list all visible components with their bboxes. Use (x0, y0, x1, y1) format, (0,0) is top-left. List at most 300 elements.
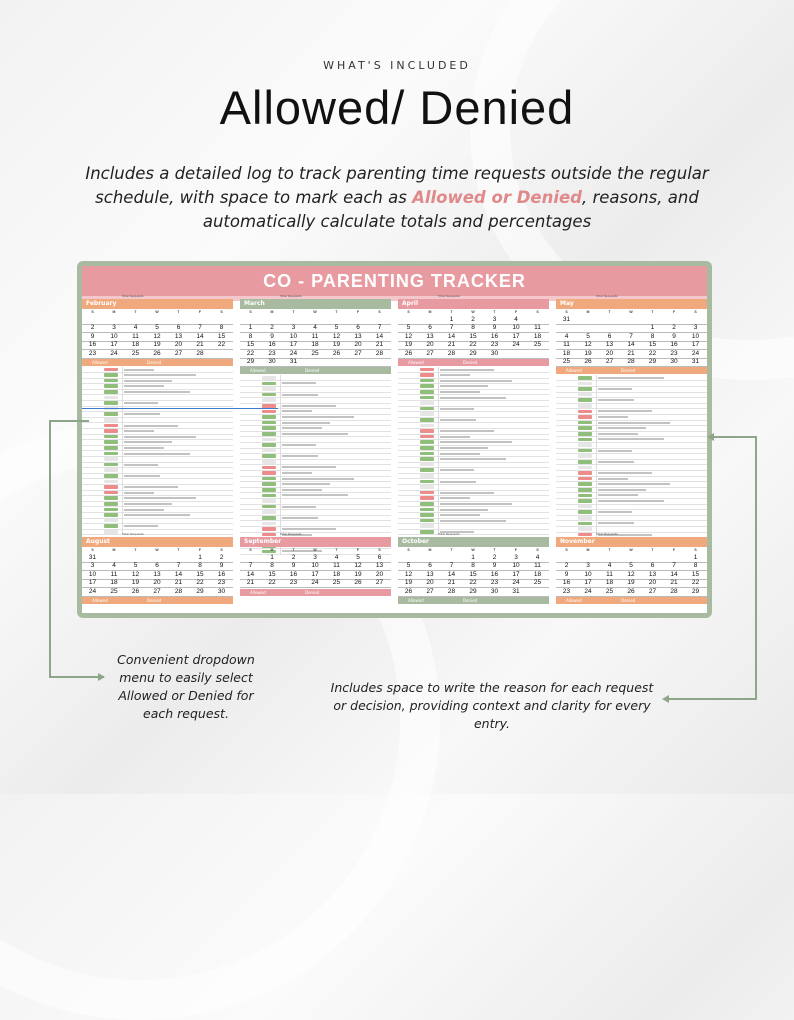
weekday-header: F (356, 548, 360, 552)
calendar-day: 16 (490, 570, 499, 578)
calendar-day: 26 (131, 587, 140, 595)
calendar-day: 3 (514, 554, 518, 561)
reason-text (440, 458, 506, 460)
calendar-day: 3 (492, 316, 497, 323)
status-dropdown (104, 368, 118, 372)
summary-label: Denied (305, 368, 320, 374)
calendar-day: 17 (691, 341, 700, 349)
status-dropdown (420, 440, 434, 444)
status-dropdown (104, 502, 118, 506)
calendar-day: 11 (606, 570, 613, 578)
weekday-header: W (155, 310, 159, 314)
calendar-day: 21 (375, 341, 384, 349)
calendar-day: 1 (248, 324, 253, 332)
reason-text (598, 500, 664, 502)
weekday-header: S (378, 310, 381, 314)
calendar-day: 12 (627, 570, 635, 578)
month-header: October (398, 537, 549, 547)
calendar-week-row (240, 571, 391, 579)
calendar-day: 24 (311, 579, 319, 587)
status-dropdown (420, 463, 434, 467)
calendar-week-row (240, 324, 391, 332)
reason-text (598, 489, 646, 491)
calendar-day: 16 (562, 579, 571, 587)
calendar-day: 8 (270, 562, 274, 570)
calendar-week-row (398, 316, 549, 324)
summary-label: Allowed (408, 360, 424, 365)
status-dropdown (420, 435, 434, 439)
status-dropdown (420, 401, 434, 405)
calendar-day: 5 (406, 562, 411, 570)
weekday-header: S (220, 310, 223, 314)
status-dropdown (104, 513, 118, 517)
calendar-day: 5 (406, 324, 411, 332)
status-dropdown (262, 522, 276, 526)
reason-text (124, 525, 158, 527)
calendar-day: 3 (90, 562, 95, 570)
calendar-day: 5 (334, 324, 339, 332)
callout-line-right (712, 436, 756, 438)
calendar-day: 29 (246, 358, 255, 365)
calendar-day: 21 (246, 579, 255, 587)
calendar-day: 2 (492, 554, 497, 561)
status-dropdown (262, 482, 276, 486)
calendar-day: 15 (246, 341, 255, 349)
reason-text (282, 506, 316, 508)
status-dropdown (578, 522, 592, 526)
calendar-day: 2 (672, 324, 676, 332)
status-dropdown (578, 471, 592, 475)
calendar-day: 3 (313, 554, 317, 561)
status-dropdown (578, 421, 592, 425)
calendar-day: 29 (648, 358, 657, 365)
status-dropdown (578, 443, 592, 447)
reason-text (598, 494, 638, 496)
status-dropdown (420, 468, 434, 472)
calendar-day: 2 (471, 316, 475, 323)
month-header: November (556, 537, 707, 547)
calendar-week-row (240, 350, 391, 358)
weekday-header: S (407, 548, 410, 552)
status-dropdown (578, 415, 592, 419)
reason-text (124, 441, 172, 443)
status-dropdown (420, 524, 434, 528)
calendar-day: 7 (198, 324, 202, 332)
calendar-day: 18 (533, 332, 542, 340)
month-header: May (556, 299, 707, 309)
summary-label: Allowed (566, 598, 582, 603)
calendar-day: 22 (217, 341, 226, 349)
reason-text (440, 397, 506, 399)
calendar-day: 15 (648, 341, 657, 349)
callout-line-left (49, 420, 89, 422)
calendar-day: 27 (153, 587, 161, 595)
reason-text (282, 410, 312, 412)
reason-text (124, 486, 178, 488)
callout-line-left (49, 420, 51, 678)
calendar-day: 14 (447, 332, 456, 340)
selected-cell-border (82, 408, 278, 409)
status-dropdown (578, 533, 592, 537)
calendar-day: 22 (268, 579, 276, 587)
calendar-day: 13 (648, 570, 657, 578)
calendar-day: 13 (375, 562, 384, 570)
weekday-header: W (313, 548, 317, 552)
total-requests-label: Total Requests (122, 532, 144, 536)
weekday-header: M (112, 310, 116, 314)
calendar-day: 16 (268, 341, 276, 349)
status-dropdown (262, 438, 276, 442)
calendar-day: 23 (217, 579, 226, 587)
status-dropdown (262, 466, 276, 470)
calendar-day: 26 (404, 587, 413, 595)
calendar-day: 25 (533, 579, 542, 587)
calendar-day: 1 (198, 554, 202, 561)
calendar-day: 13 (174, 332, 183, 340)
calendar-day: 18 (605, 579, 614, 587)
calendar-day: 21 (627, 349, 635, 357)
calendar-week-row (398, 554, 549, 562)
calendar-week-row (556, 588, 707, 596)
calendar-day: 15 (469, 570, 477, 578)
weekday-header-row (82, 548, 233, 553)
status-dropdown (420, 496, 434, 500)
calendar-day: 28 (196, 349, 204, 357)
reason-text (440, 436, 470, 438)
status-dropdown (262, 443, 276, 447)
reason-text (598, 438, 664, 440)
calendar-day: 6 (155, 562, 159, 570)
total-requests-label: Total Requests (280, 294, 302, 298)
reason-text (598, 416, 628, 418)
calendar-day: 25 (311, 349, 319, 357)
calendar-day: 4 (313, 324, 317, 332)
status-dropdown (262, 376, 276, 380)
status-dropdown (104, 496, 118, 500)
calendar-day: 11 (563, 341, 570, 349)
reason-text (282, 444, 316, 446)
reason-text (282, 416, 354, 418)
calendar-day: 8 (650, 332, 655, 340)
weekday-header: F (198, 310, 202, 314)
calendar-week-row (82, 571, 233, 579)
calendar-day: 21 (447, 579, 456, 587)
status-dropdown (578, 432, 592, 436)
calendar-day: 2 (219, 554, 224, 561)
status-dropdown (420, 384, 434, 388)
status-dropdown (104, 485, 118, 489)
status-dropdown (578, 438, 592, 442)
weekday-header: T (493, 310, 496, 314)
spreadsheet-preview (82, 266, 707, 613)
calendar-day: 30 (217, 587, 226, 595)
calendar-day: 3 (112, 324, 116, 332)
calendar-day: 27 (375, 579, 384, 587)
reason-text (598, 377, 664, 379)
calendar-day: 16 (670, 341, 678, 349)
arrow-left-icon (662, 695, 669, 703)
status-dropdown (104, 379, 118, 383)
calendar-day: 1 (693, 554, 698, 561)
weekday-header: S (694, 310, 697, 314)
calendar-day: 20 (153, 579, 161, 587)
weekday-header: M (586, 310, 590, 314)
status-dropdown (578, 382, 592, 386)
status-dropdown (578, 510, 592, 514)
status-dropdown (578, 527, 592, 531)
weekday-header: M (270, 310, 274, 314)
calendar-day: 11 (333, 562, 340, 570)
calendar-day: 17 (512, 332, 520, 340)
reason-text (282, 382, 316, 384)
calendar-day: 12 (354, 562, 362, 570)
calendar-week-row (82, 350, 233, 358)
status-dropdown (420, 519, 434, 523)
status-dropdown (104, 412, 118, 416)
reason-text (124, 385, 164, 387)
weekday-header: T (134, 310, 137, 314)
status-dropdown (578, 505, 592, 509)
calendar-day: 27 (174, 349, 183, 357)
calendar-day: 20 (426, 341, 434, 349)
calendar-day: 19 (131, 579, 140, 587)
reason-text (598, 427, 646, 429)
calendar-day: 12 (404, 570, 413, 578)
calendar-day: 18 (562, 349, 571, 357)
status-dropdown (104, 519, 118, 523)
status-dropdown (104, 474, 118, 478)
calendar-day: 25 (533, 341, 542, 349)
weekday-header: S (249, 310, 252, 314)
status-dropdown (104, 463, 118, 467)
weekday-header-row (398, 310, 549, 315)
status-dropdown (262, 398, 276, 402)
calendar-day: 19 (627, 579, 635, 587)
calendar-week-row (398, 562, 549, 570)
calendar-day: 20 (174, 341, 183, 349)
status-dropdown (420, 502, 434, 506)
calendar-day: 7 (672, 562, 676, 570)
reason-text (124, 369, 154, 371)
status-dropdown (262, 516, 276, 520)
reason-text (124, 425, 178, 427)
calendar-day: 23 (268, 349, 276, 357)
calendar-day: 25 (332, 579, 341, 587)
weekday-header: S (91, 310, 94, 314)
month-header: August (82, 537, 233, 547)
calendar-week-row (398, 571, 549, 579)
status-dropdown (104, 457, 118, 461)
status-dropdown (420, 491, 434, 495)
reason-text (282, 405, 336, 407)
reason-text (124, 497, 196, 499)
weekday-header-row (240, 310, 391, 315)
reason-text (598, 399, 634, 401)
arrow-left-icon (707, 433, 714, 441)
weekday-header: F (514, 310, 518, 314)
calendar-day: 12 (332, 332, 341, 340)
status-dropdown (420, 429, 434, 433)
status-dropdown (104, 384, 118, 388)
weekday-header: W (471, 310, 475, 314)
calendar-day: 9 (492, 324, 497, 332)
status-dropdown (578, 410, 592, 414)
reason-text (282, 478, 354, 480)
calendar-day: 28 (670, 587, 678, 595)
status-dropdown (420, 513, 434, 517)
reason-text (124, 391, 190, 393)
calendar-day: 5 (155, 324, 159, 332)
reason-text (440, 509, 488, 511)
status-dropdown (262, 505, 276, 509)
calendar-day: 26 (404, 349, 413, 357)
calendar-day: 3 (291, 324, 296, 332)
calendar-day: 31 (512, 587, 520, 595)
status-dropdown (262, 415, 276, 419)
calendar-day: 19 (153, 341, 161, 349)
calendar-day: 22 (469, 579, 477, 587)
calendar-day: 4 (112, 562, 116, 570)
month-header: March (240, 299, 391, 309)
calendar-day: 12 (131, 570, 140, 578)
calendar-day: 23 (670, 349, 678, 357)
calendar-week-row (240, 341, 391, 349)
status-dropdown (578, 494, 592, 498)
status-dropdown (578, 449, 592, 453)
calendar-day: 19 (404, 579, 413, 587)
calendar-day: 28 (174, 587, 183, 595)
calendar-day: 7 (176, 562, 181, 570)
column-divider (438, 367, 439, 535)
calendar-day: 14 (246, 570, 255, 578)
calendar-week-row (82, 316, 233, 324)
status-dropdown (104, 446, 118, 450)
weekday-header: T (608, 548, 611, 552)
calendar-day: 8 (198, 562, 202, 570)
status-dropdown (420, 530, 434, 534)
calendar-day: 23 (490, 341, 499, 349)
reason-text (124, 503, 172, 505)
calendar-day: 26 (627, 587, 635, 595)
log-row (398, 529, 549, 535)
calendar-day: 17 (88, 579, 97, 587)
weekday-header: T (335, 310, 338, 314)
total-requests-label: Total Requests (122, 294, 144, 298)
reason-text (124, 464, 158, 466)
calendar-week-row (240, 579, 391, 587)
calendar-day: 9 (270, 332, 274, 340)
calendar-day: 7 (377, 324, 382, 332)
calendar-day: 22 (469, 341, 477, 349)
column-divider (280, 375, 281, 554)
weekday-header: S (220, 548, 223, 552)
calendar-day: 4 (133, 324, 138, 332)
calendar-day: 20 (426, 579, 434, 587)
calendar-day: 30 (268, 358, 276, 365)
calendar-day: 4 (334, 554, 339, 561)
summary-label: Denied (621, 598, 636, 603)
weekday-header-row (240, 548, 391, 553)
calendar-day: 27 (648, 587, 657, 595)
reason-text (282, 517, 318, 519)
calendar-day: 22 (246, 349, 255, 357)
calendar-day: 9 (672, 332, 676, 340)
calendar-day: 31 (289, 358, 298, 365)
calendar-day: 20 (375, 570, 384, 578)
weekday-header: S (249, 548, 252, 552)
calendar-day: 26 (584, 358, 592, 365)
weekday-header-row (398, 548, 549, 553)
calendar-day: 11 (534, 324, 541, 332)
calendar-day: 10 (110, 332, 118, 340)
calendar-day: 1 (650, 324, 655, 332)
calendar-day: 31 (562, 316, 571, 323)
reason-text (440, 408, 474, 410)
calendar-day: 24 (584, 587, 592, 595)
reason-text (598, 483, 670, 485)
calendar-day: 24 (110, 349, 118, 357)
summary-label: Allowed (408, 598, 424, 603)
allowed-denied-summary (240, 589, 391, 596)
summary-label: Denied (621, 368, 636, 374)
calendar-day: 14 (670, 570, 678, 578)
calendar-week-row (82, 554, 233, 562)
status-dropdown (262, 477, 276, 481)
allowed-denied-summary (82, 359, 233, 366)
weekday-header-row (82, 310, 233, 315)
weekday-header: T (608, 310, 611, 314)
summary-label: Denied (463, 598, 478, 603)
status-dropdown (420, 396, 434, 400)
status-dropdown (104, 435, 118, 439)
description (70, 162, 724, 234)
status-dropdown (262, 460, 276, 464)
status-dropdown (104, 491, 118, 495)
calendar-day: 15 (196, 570, 204, 578)
calendar-day: 7 (248, 562, 253, 570)
status-dropdown (578, 454, 592, 458)
weekday-header: F (198, 548, 202, 552)
description-highlight: Allowed or Denied (412, 188, 582, 207)
calendar-day: 4 (514, 316, 518, 323)
summary-label: Allowed (566, 368, 582, 374)
status-dropdown (104, 452, 118, 456)
calendar-day: 19 (404, 341, 413, 349)
weekday-header: S (565, 310, 568, 314)
calendar-day: 2 (270, 324, 274, 332)
calendar-day: 29 (196, 587, 204, 595)
status-dropdown (578, 393, 592, 397)
total-requests-label: Total Requests (438, 532, 460, 536)
total-requests-label: Total Requests (438, 294, 460, 298)
calendar-week-row (556, 571, 707, 579)
summary-label: Denied (463, 360, 478, 365)
calendar-day: 6 (650, 562, 655, 570)
weekday-header: W (313, 310, 317, 314)
calendar-day: 8 (471, 562, 475, 570)
status-dropdown (578, 398, 592, 402)
status-dropdown (262, 426, 276, 430)
weekday-header: M (586, 548, 590, 552)
calendar-day: 30 (670, 358, 678, 365)
status-dropdown (578, 482, 592, 486)
reason-text (440, 380, 512, 382)
allowed-denied-summary (82, 597, 233, 604)
status-dropdown (420, 373, 434, 377)
status-dropdown (104, 524, 118, 528)
calendar-day: 6 (377, 554, 382, 561)
calendar-day: 19 (584, 349, 592, 357)
